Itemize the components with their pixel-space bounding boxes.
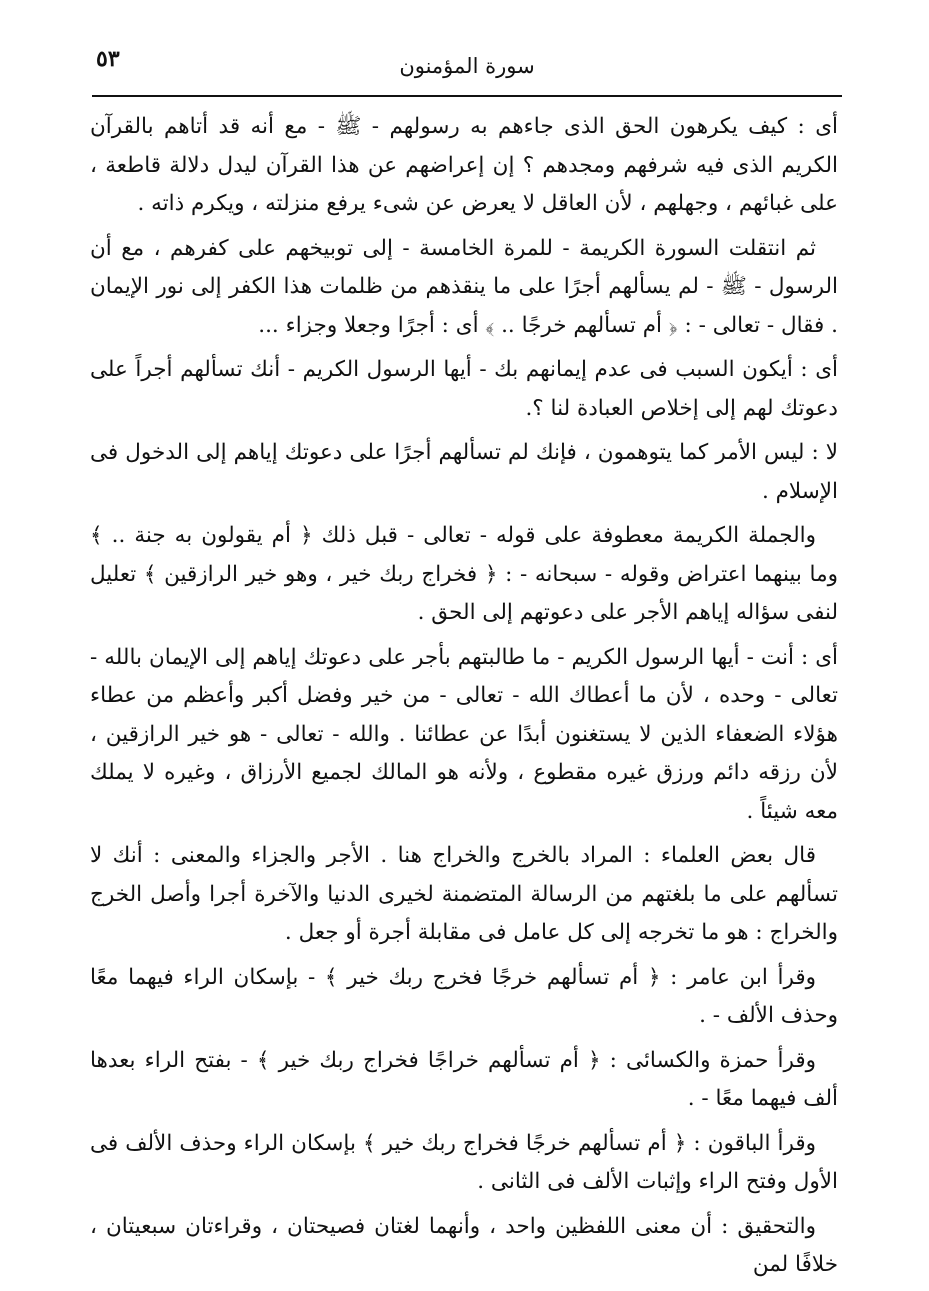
- paragraph: لا : ليس الأمر كما يتوهمون ، فإنك لم تسألهم أجرًا على دعوتك إياهم إلى الدخول فى الإسلام .: [90, 440, 838, 504]
- paragraph: أى : أيكون السبب فى عدم إيمانهم بك - أيها الرسول الكريم - أنك تسألهم أجراً على دعوتك لهم إلى إخلاص العبادة لنا ؟.: [90, 357, 838, 421]
- page-header: [92, 40, 842, 94]
- paragraph: وقرأ ابن عامر : ﴿ أم تسألهم خرجًا فخرج ربك خير ﴾ - بإسكان الراء فيهما معًا وحذف الألف - .: [90, 964, 838, 1028]
- header-divider: [92, 95, 842, 97]
- paragraph: أى : أنت - أيها الرسول الكريم - ما طالبتهم بأجر على دعوتك إياهم إلى الإيمان بالله - تعالى - وحده ، لأن ما أعطاك الله - تعالى - من خير وفضل أكبر وأعظم من عطاء هؤلاء الضعفاء الذين لا يستغنون أبدًا عن عطائنا . والله - تعالى - هو خير الرازقين ، لأن رزقه دائم ورزق غيره مقطوع ، ولأنه هو المالك لجميع الأرزاق ، وغيره لا يملك معه شيئاً .: [90, 644, 838, 824]
- running-title: سورة المؤمنون: [399, 54, 535, 78]
- paragraph: والجملة الكريمة معطوفة على قوله - تعالى - قبل ذلك ﴿ أم يقولون به جنة .. ﴾ وما بينهما اعتراض وقوله - سبحانه - : ﴿ فخراج ربك خير ، وهو خير الرازقين ﴾ تعليل لنفى سؤاله إياهم الأجر على دعوتهم إلى الحق .: [90, 523, 838, 625]
- paragraph: وقرأ الباقون : ﴿ أم تسألهم خرجًا فخراج ربك خير ﴾ بإسكان الراء وحذف الألف فى الأول وفتح الراء وإثبات الألف فى الثانى .: [90, 1130, 838, 1194]
- paragraph: أى : كيف يكرهون الحق الذى جاءهم به رسولهم - ﷺ - مع أنه قد أتاهم بالقرآن الكريم الذى فيه شرفهم ومجدهم ؟ إن إعراضهم عن هذا القرآن ليدل دلالة قاطعة ، على غبائهم ، وجهلهم ، لأن العاقل لا يعرض عن شىء يرفع منزلته ، ويكرم ذاته .: [90, 114, 838, 216]
- body-text: [90, 108, 838, 1291]
- page-number: ٥٣: [96, 46, 120, 72]
- paragraph: والتحقيق : أن معنى اللفظين واحد ، وأنهما لغتان فصيحتان ، وقراءتان سبعيتان ، خلافًا لمن: [90, 1213, 838, 1277]
- paragraph: وقرأ حمزة والكسائى : ﴿ أم تسألهم خراجًا فخراج ربك خير ﴾ - بفتح الراء بعدها ألف فيهما معًا - .: [90, 1047, 838, 1111]
- paragraph: ثم انتقلت السورة الكريمة - للمرة الخامسة - إلى توبيخهم على كفرهم ، مع أن الرسول - ﷺ - لم يسألهم أجرًا على ما ينقذهم من ظلمات هذا الكفر إلى نور الإيمان . فقال - تعالى - : ﴿ أم تسألهم خرجًا .. ﴾ أى : أجرًا وجعلا وجزاء ...: [90, 235, 838, 338]
- paragraph: قال بعض العلماء : المراد بالخرج والخراج هنا . الأجر والجزاء والمعنى : أنك لا تسألهم على ما بلغتهم من الرسالة المتضمنة لخيرى الدنيا والآخرة أجرا وأصل الخرج والخراج : هو ما تخرجه إلى كل عامل فى مقابلة أجرة أو جعل .: [90, 843, 838, 945]
